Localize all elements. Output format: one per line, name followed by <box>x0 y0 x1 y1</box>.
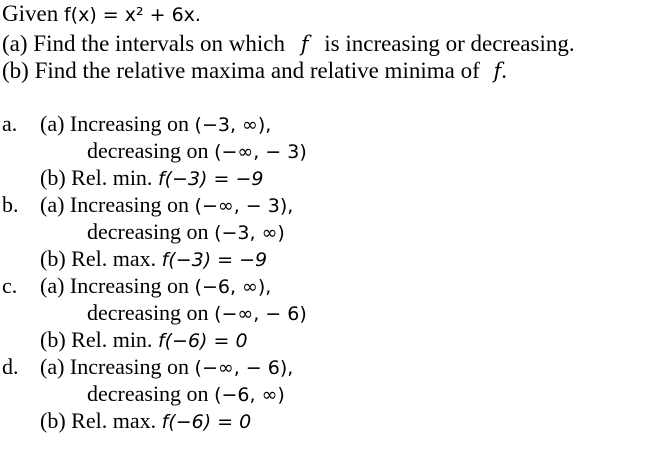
question-part-b: (b) Find the relative maxima and relative minima of f. <box>2 58 508 83</box>
increasing-label: (a) Increasing on <box>40 273 190 298</box>
decreasing-label: decreasing on <box>87 138 209 163</box>
decreasing-label: decreasing on <box>87 300 209 325</box>
extremum-label: (b) Rel. max. <box>40 408 157 433</box>
option-part-b <box>40 327 248 354</box>
option-part-b <box>40 246 267 273</box>
extremum-value: f(−6) = 0 <box>157 330 248 352</box>
question-part-a <box>2 31 575 57</box>
given-label: Given <box>2 1 59 26</box>
question-part-a-text: (a) Find the intervals on which <box>2 31 285 56</box>
option-part-a-increasing <box>40 273 271 300</box>
extremum-label: (b) Rel. max. <box>40 246 157 271</box>
option-letter: b. <box>2 192 19 217</box>
decreasing-label: decreasing on <box>87 381 209 406</box>
increasing-label: (a) Increasing on <box>40 354 190 379</box>
decreasing-interval: (−∞, − 6) <box>214 303 307 325</box>
decreasing-interval: (−6, ∞) <box>214 384 285 406</box>
option-part-a-decreasing <box>87 138 307 165</box>
decreasing-interval: (−∞, − 3) <box>214 141 307 163</box>
option-letter: c. <box>2 273 18 298</box>
increasing-interval: (−∞, − 3), <box>194 195 294 217</box>
option-part-a-decreasing <box>87 300 307 327</box>
option-part-b <box>40 165 263 192</box>
extremum-value: f(−3) = −9 <box>157 168 264 190</box>
increasing-interval: (−3, ∞), <box>194 114 272 136</box>
option-letter: a. <box>2 111 18 136</box>
question-part-b-text: (b) Find the relative maxima and relative minima of <box>2 58 480 83</box>
extremum-value: f(−6) = 0 <box>161 411 252 433</box>
option-letter: d. <box>2 354 19 379</box>
decreasing-interval: (−3, ∞) <box>214 222 285 244</box>
f-symbol: f <box>493 59 502 83</box>
question-given-line <box>2 1 201 28</box>
option-part-a-increasing <box>40 354 293 381</box>
extremum-value: f(−3) = −9 <box>161 249 268 271</box>
increasing-interval: (−6, ∞), <box>194 276 272 298</box>
extremum-label: (b) Rel. min. <box>40 327 153 352</box>
option-part-a-decreasing <box>87 219 285 246</box>
option-part-a-decreasing <box>87 381 285 408</box>
option-part-a-increasing <box>40 192 293 219</box>
increasing-label: (a) Increasing on <box>40 192 190 217</box>
increasing-label: (a) Increasing on <box>40 111 190 136</box>
extremum-label: (b) Rel. min. <box>40 165 153 190</box>
question-part-a-tail: is increasing or decreasing. <box>324 31 575 56</box>
f-symbol: f <box>300 32 309 56</box>
option-part-a-increasing <box>40 111 271 138</box>
option-part-b <box>40 408 251 435</box>
function-definition: f(x) = x² + 6x. <box>63 4 201 26</box>
decreasing-label: decreasing on <box>87 219 209 244</box>
increasing-interval: (−∞, − 6), <box>194 357 294 379</box>
